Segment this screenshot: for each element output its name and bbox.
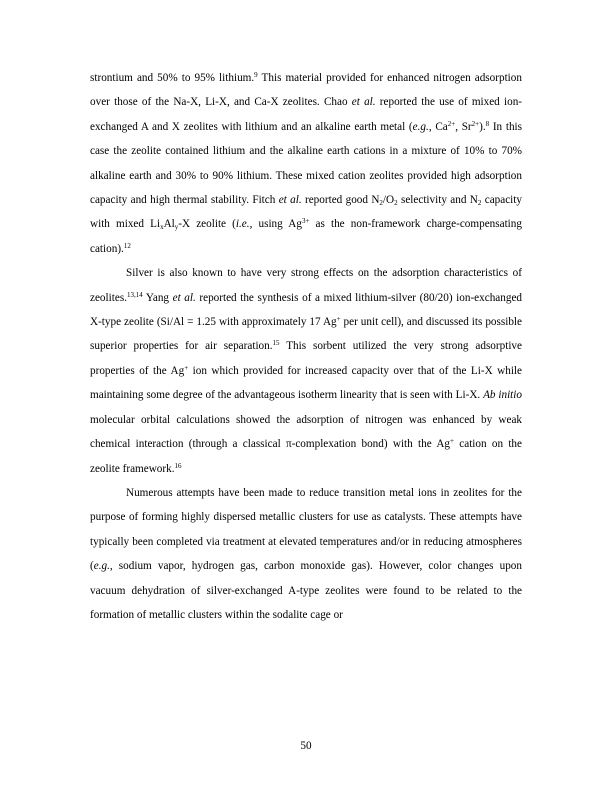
italic-text: e.g. xyxy=(93,560,110,573)
italic-text: et al. xyxy=(172,291,196,304)
superscript: 12 xyxy=(123,241,131,250)
superscript: 2+ xyxy=(471,119,480,128)
italic-text: Ab initio xyxy=(483,389,522,402)
text-run: , using Ag xyxy=(249,218,302,231)
superscript: 13,14 xyxy=(126,290,143,299)
superscript: 2+ xyxy=(447,119,456,128)
italic-text: et al. xyxy=(351,96,376,109)
page-number: 50 xyxy=(300,740,312,752)
paragraph-2 xyxy=(90,261,522,481)
subscript: 2 xyxy=(394,199,398,208)
superscript: 8 xyxy=(485,119,490,128)
italic-text: et al. xyxy=(278,194,302,207)
subscript: y xyxy=(174,223,179,232)
paragraph-3 xyxy=(90,481,522,627)
text-run: , sodium vapor, hydrogen gas, carbon monoxide gas). However, color changes upon vacuum dehydration of silver-exchanged A-type zeolites were found to be related to the formation of metallic clusters within the sodalite cage or xyxy=(90,560,522,621)
superscript: 9 xyxy=(254,71,258,79)
text-run: , Ca xyxy=(428,120,448,133)
text-run: selectivity and N xyxy=(397,194,478,207)
text-run: strontium and 50% to 95% lithium. xyxy=(90,72,255,84)
text-run: reported good N xyxy=(301,194,380,207)
text-run: This material provided for enhanced nitrogen adsorption over those of the Na-X, Li-X, and Ca-X zeolites. Chao xyxy=(90,72,522,109)
superscript: + xyxy=(184,363,189,372)
text-run: In this case the zeolite contained lithium and the alkaline earth cations in a mixture of 10% to 70% alkaline earth and 30% to 90% lithium. These mixed cation zeolites provided high adsorption capacity and high thermal stability. Fitch xyxy=(90,120,523,207)
superscript: + xyxy=(450,437,454,446)
text-run: ). xyxy=(479,120,486,133)
italic-text: i.e. xyxy=(235,218,250,231)
text-run: This sorbent utilized the very strong adsorptive properties of the Ag xyxy=(90,340,522,377)
text-run: Silver is also known to have very strong effects on the adsorption characteristics of zeolites. xyxy=(90,267,522,304)
text-run: , Sr xyxy=(455,120,472,133)
body-text xyxy=(90,66,522,627)
text-run: Al xyxy=(163,218,175,231)
text-run: as the non-framework charge-compensating cation). xyxy=(90,218,522,255)
italic-text: e.g. xyxy=(412,120,429,133)
text-run: per unit cell), and discussed its possible superior properties for air separation. xyxy=(90,316,522,353)
text-run: reported the use of mixed ion-exchanged A and X zeolites with lithium and an alkaline earth metal ( xyxy=(90,96,523,133)
subscript: 2 xyxy=(379,199,383,208)
superscript: 16 xyxy=(174,461,182,470)
text-run: molecular orbital calculations showed the adsorption of nitrogen was enhanced by weak chemical interaction (through a classical π-complexation bond) with the Ag xyxy=(90,413,522,451)
paragraph-1 xyxy=(90,66,522,261)
text-run: capacity with mixed Li xyxy=(90,194,522,231)
text-run: reported the synthesis of a mixed lithium-silver (80/20) ion-exchanged X-type zeolite (Si/Al = 1.25 with approximately 17 Ag xyxy=(90,291,523,329)
superscript: 15 xyxy=(272,339,280,348)
superscript: 3+ xyxy=(301,217,310,226)
subscript: 2 xyxy=(477,199,482,208)
text-run: Numerous attempts have been made to reduce transition metal ions in zeolites for the purpose of forming highly dispersed metallic clusters for use as catalysts. These attempts have typically been completed via treatment at elevated temperatures and/or in reducing atmospheres ( xyxy=(90,486,522,573)
text-run: Yang xyxy=(142,291,173,304)
text-run: -X zeolite ( xyxy=(178,218,236,231)
superscript: + xyxy=(336,315,341,324)
text-run: /O xyxy=(382,194,395,207)
subscript: x xyxy=(160,223,164,232)
text-run: cation on the zeolite framework. xyxy=(90,438,522,475)
text-run: ion which provided for increased capacity over that of the Li-X while maintaining some degree of the advantageous isotherm linearity that is seen with Li-X. xyxy=(90,364,523,402)
